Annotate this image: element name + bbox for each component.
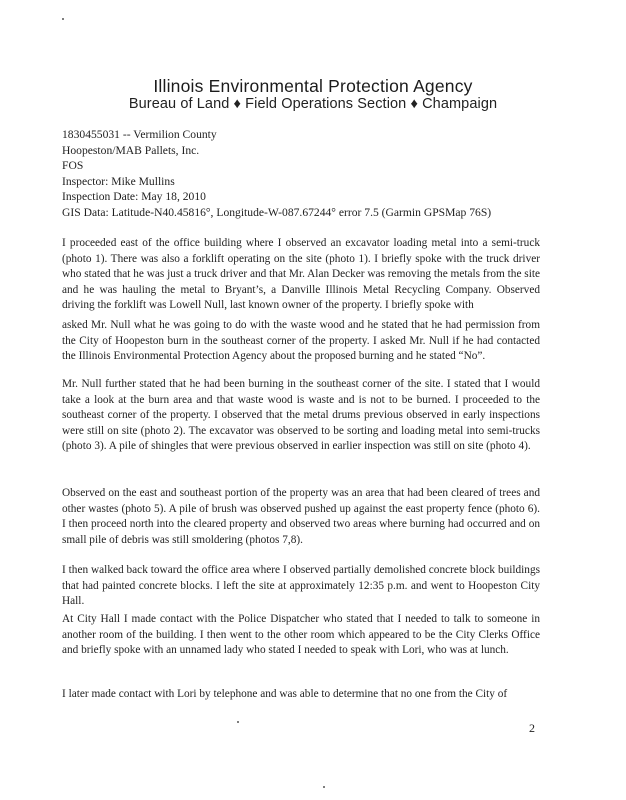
paragraph-office-area: I then walked back toward the office area where I observed partially demolished concrete block buildings that had painted concrete blocks. I left the site at approximately 12:35 p.m. and went to Hoopeston City Hall.	[62, 564, 540, 608]
paragraph-lori-contact: I later made contact with Lori by telephone and was able to determine that no one from the City of	[62, 688, 508, 700]
paragraph-city-hall: At City Hall I made contact with the Police Dispatcher who stated that I needed to talk to someone in another room of the building. I then went to the other room which appeared to be the City Clerks Office and briefly spoke with an unnamed lady who stated I needed to speak with Lori, who was at lunch.	[62, 613, 540, 657]
paragraph-waste-wood-question: asked Mr. Null what he was going to do with the waste wood and he stated that he had permission from the City of Hoopeston burn in the southeast corner of the property. I asked Mr. Null if he had contacted the Illinois Environmental Protection Agency about the proposed burning and he stated “No”.	[62, 319, 540, 363]
scan-speck	[62, 18, 64, 20]
scan-speck	[323, 786, 325, 788]
agency-subtitle: Bureau of Land ♦ Field Operations Section ♦ Champaign	[128, 96, 498, 112]
page-number: 2	[529, 721, 535, 735]
inspector-line: Inspector: Mike Mullins	[62, 174, 175, 188]
gis-data-line: GIS Data: Latitude-N40.45816°, Longitude-W-087.67244° error 7.5 (Garmin GPSMap 76S)	[62, 205, 492, 219]
program-code: FOS	[62, 159, 84, 173]
site-id-county: 1830455031 -- Vermilion County	[62, 128, 217, 141]
inspection-date-line: Inspection Date: May 18, 2010	[62, 190, 206, 204]
site-info-block	[62, 127, 562, 221]
paragraph-burn-area: Mr. Null further stated that he had been burning in the southeast corner of the site. I stated that I would take a look at the burn area and that waste wood is waste and is not to be burned. I proceeded to the southeast corner of the property. I observed that the metal drums previous observed in early inspections were still on site (photo 2). The excavator was observed to be sorting and loading metal into semi-trucks (photo 3). A pile of shingles that were previous observed in earlier inspection was still on site (photo 4).	[62, 378, 540, 453]
paragraph-excavator-observation: I proceeded east of the office building where I observed an excavator loading metal into a semi-truck (photo 1). There was also a forklift operating on the site (photo 1). I briefly spoke with the truck driver who stated that he was just a truck driver and that Mr. Alan Decker was removing the metals from the site and he was hauling the metal to Bryant’s, a Danville Illinois Metal Recycling Company. Observed driving the forklift was Lowell Null, last known owner of the property. I briefly spoke with	[62, 237, 540, 312]
paragraph-cleared-area: Observed on the east and southeast portion of the property was an area that had been cleared of trees and other wastes (photo 5). A pile of brush was observed pushed up against the east property fence (photo 6). I then proceed north into the cleared property and observed two areas where burning had occurred and on small pile of debris was still smoldering (photos 7,8).	[62, 487, 540, 546]
scan-speck	[237, 721, 239, 723]
agency-title: Illinois Environmental Protection Agency	[153, 76, 473, 96]
site-name: Hoopeston/MAB Pallets, Inc.	[62, 143, 200, 157]
